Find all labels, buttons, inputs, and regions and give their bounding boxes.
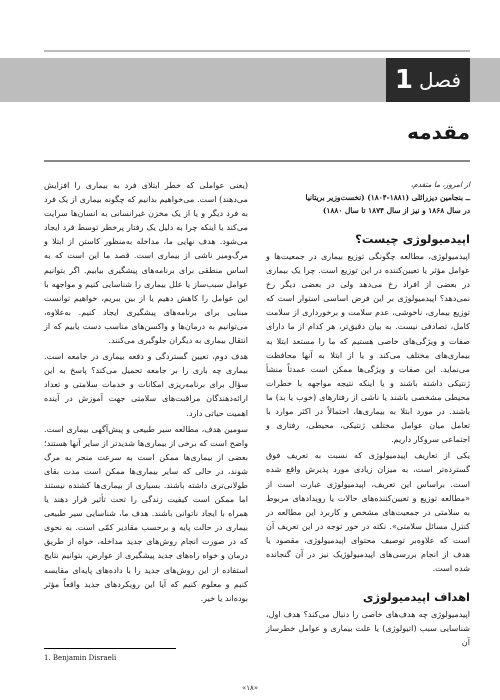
title-rule bbox=[44, 160, 470, 162]
epigraph-dates: در سال ۱۸۶۸ و نیز از سال ۱۸۷۴ تا سال ۱۸۸۰) bbox=[322, 206, 470, 215]
epigraph-intro: از امروز، ما متقدم، bbox=[410, 180, 470, 189]
epigraph bbox=[266, 178, 470, 217]
paragraph: اپیدمیولوژی چه هدف‌های خاصی را دنبال می‌کند؟ هدف اول، شناسایی سبب (اتیولوژی) یا علت بیماری و عوامل خطرساز آن bbox=[266, 609, 470, 648]
paragraph: اپیدمیولوژی، مطالعه چگونگی توزیع بیماری در جمعیت‌ها و عوامل مؤثر یا تعیین‌کننده در این توزیع است. چرا یک بیماری در بعضی از افراد رخ می‌دهد ولی در بعضی دیگر رخ نمی‌دهد؟ اپیدمیولوژی بر این فرض اساسی استوار است که توزیع بیماری، ناخوشی، عدم سلامت و برخورداری از سلامت کامل، تصادفی نیست. به بیان دقیق‌تر، هر کدام از ما دارای صفات و ویژگی‌های خاصی هستیم که ما را مستعد ابتلا به بیماری‌های مختلف می‌کند و یا از ابتلا به آنها محافظت می‌نماید. این صفات و ویژگی‌ها ممکن است عمدتاً منشأ ژنتیکی داشته باشند و یا اینکه نتیجه مواجهه با خطرات محیطی مشخصی باشند یا ناشی از رفتارهای (خوب یا بد) ما باشند. در مورد ابتلا به بیماری‌ها، احتمالاً در اکثر موارد با تعامل میان عوامل مختلف ژنتیکی، محیطی، رفتاری و اجتماعی سروکار داریم. bbox=[266, 251, 470, 445]
page-number: «۱۸» bbox=[241, 684, 259, 692]
footnote: 1. Benjamin Disraeli bbox=[44, 654, 117, 662]
section-heading: اپیدمیولوژی چیست؟ bbox=[355, 232, 470, 246]
paragraph: یکی از تعاریف اپیدمیولوژی که نسبت به تعریف فوق گسترده‌تر است، به میزان زیادی مورد پذیرش واقع شده است. براساس این تعریف، اپیدمیولوژی عبارت است از «مطالعه توزیع و تعیین‌کننده‌های حالات یا رویدادهای مربوط به سلامتی در جمعیت‌های مشخص و کاربرد این مطالعه در کنترل مسائل سلامتی». نکته در خور توجه در این تعریف آن است که علاوه‌بر توصیف محتوای اپیدمیولوژی، مقصود یا هدف از انجام بررسی‌های اپیدمیولوژیک نیز در آن گنجانده شده است. bbox=[266, 450, 470, 574]
paragraph: هدف دوم، تعیین گستردگی و دفعه بیماری در جامعه است. بیماری چه باری را بر جامعه تحمیل می‌کند؟ پاسخ به این سؤال برای برنامه‌ریزی امکانات و خدمات سلامتی و تعداد ارائه‌دهندگان مراقبت‌های سلامتی جهت آموزش در آینده اهمیت حیاتی دارد. bbox=[44, 351, 248, 418]
chapter-word: فصل bbox=[419, 68, 462, 92]
section-title: مقدمه bbox=[407, 120, 470, 144]
epigraph-author: ــ بنجامین دیزرائلی (۱۸۸۱-۱۸۰۴) (نخست‌وزیر بریتانیا bbox=[305, 193, 470, 202]
paragraph: سومین هدف، مطالعه سیر طبیعی و پیش‌آگهی بیماری است. واضح است که برخی از بیماری‌ها شدیدتر از سایر آنها هستند؛ بعضی از بیماری‌ها ممکن است به سرعت منجر به مرگ شوند، در حالی که سایر بیماری‌ها ممکن است مدت بقای طولانی‌تری داشته باشند. بسیاری از بیماری‌ها کشنده نیستند اما ممکن است کیفیت زندگی را تحت تأثیر قرار دهند یا همراه با ایجاد ناتوانی باشند. هدف ما، شناسایی سیر طبیعی بیماری در حالت پایه و برحسب مقادیر کمّی است. به نحوی که در صورت انجام روش‌های جدید مداخله، خواه از طریق درمان و خواه راه‌های جدید پیشگیری از عوارض، بتوانیم نتایج استفاده از این روش‌های جدید را با داده‌های پایه‌ای مقایسه کنیم و معلوم کنیم که آیا این رویکردهای جدید واقعاً مؤثر بوده‌اند یا خیر. bbox=[44, 423, 248, 603]
chapter-label-box bbox=[386, 58, 470, 102]
left-column bbox=[44, 178, 248, 607]
chapter-banner bbox=[0, 58, 500, 102]
top-rule bbox=[44, 50, 470, 52]
section-heading: اهداف اپیدمیولوژی bbox=[362, 590, 470, 605]
footnote-rule bbox=[44, 648, 176, 649]
paragraph: (یعنی عواملی که خطر ابتلای فرد به بیماری را افزایش می‌دهند) است. می‌خواهیم بدانیم که چگونه بیماری از یک فرد به فرد دیگر و یا از یک مخزن غیرانسانی به انسان‌ها سرایت می‌کند یا اینکه چرا به دلیل یک رفتار پرخطر توسط فرد ایجاد می‌شود. هدف نهایی ما، مداخله به‌منظور کاستن از ابتلا و مرگ‌ومیر ناشی از بیماری است. قصد ما این است که به اساس منطقی برای برنامه‌های پیشگیری بیابیم. اگر بتوانیم عوامل سبب‌ساز یا علل بیماری را شناسایی کنیم و مواجهه با این عوامل را کاهش دهیم یا از بین ببریم، خواهیم توانست مبنایی برای برنامه‌های پیشگیری ایجاد کنیم. به‌علاوه، می‌توانیم به درمان‌ها و واکسن‌های مناسب دست یابیم که از انتقال بیماری به دیگران جلوگیری می‌کنند. bbox=[44, 180, 248, 346]
chapter-number: 1 bbox=[394, 65, 414, 95]
right-column bbox=[266, 178, 470, 651]
